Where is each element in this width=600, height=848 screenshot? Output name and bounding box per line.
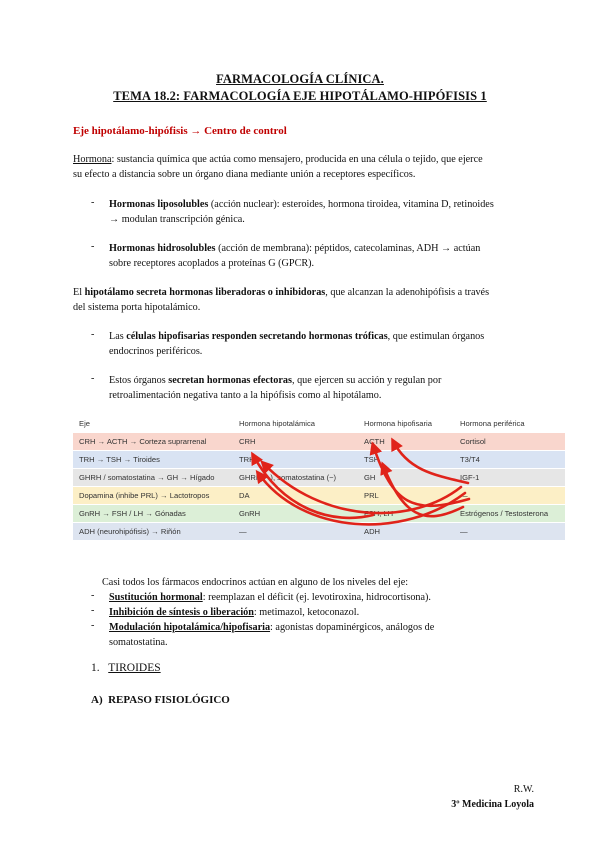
table-cell: T3/T4 — [460, 455, 480, 464]
farmaco-item-sustitucion: Sustitución hormonal: reemplazan el déficit (ej. levotiroxina, hidrocortisona). — [109, 592, 431, 603]
table-cell: — — [460, 527, 468, 536]
table-cell: Cortisol — [460, 437, 486, 446]
table-header: Hormona hipofisaria — [364, 419, 432, 428]
table-cell: GnRH — [239, 509, 261, 518]
bullet-dash: - — [91, 373, 95, 384]
bullet-dash: - — [91, 197, 95, 208]
topic-title: TEMA 18.2: FARMACOLOGÍA EJE HIPOTÁLAMO-HIPÓFISIS 1 — [113, 89, 487, 103]
bullet-dash: - — [91, 329, 95, 340]
table-cell: GHRH / somatostatina → GH → Hígado — [79, 473, 215, 482]
table-cell: CRH — [239, 437, 256, 446]
table-cell: TSH — [364, 455, 380, 464]
table-cell: DA — [239, 491, 250, 500]
table-row — [73, 505, 565, 522]
table-cell: FSH, LH — [364, 509, 394, 518]
tiroides-heading: 1. TIROIDES — [91, 662, 161, 674]
farmacos-intro: Casi todos los fármacos endocrinos actúan en alguno de los niveles del eje: — [102, 577, 409, 588]
bullet-organos-efectores: Estos órganos secretan hormonas efectoras, que ejercen su acción y regulan por retroalimentación negativa tanto a la hipófisis como al hipotálamo. — [109, 375, 442, 401]
repaso-heading: A) REPASO FISIOLÓGICO — [91, 694, 230, 706]
table-row — [73, 451, 565, 468]
table-cell: Estrógenos / Testosterona — [460, 509, 549, 518]
table-header: Eje — [79, 419, 90, 428]
table-cell: ADH — [364, 527, 381, 536]
table-cell: — — [239, 527, 247, 536]
author-initials: R.W. — [513, 784, 534, 795]
table-cell: ACTH — [364, 437, 385, 446]
bullet-hidrosolubles: Hormonas hidrosolubles (acción de membrana): péptidos, catecolaminas, ADH → actúan sobre receptores acoplados a proteínas G (GPCR). — [109, 243, 481, 269]
bullet-dash: - — [91, 241, 95, 252]
table-header-row — [73, 415, 565, 434]
table-row — [73, 433, 565, 450]
author-course: 3º Medicina Loyola — [451, 799, 534, 810]
farmaco-item-modulacion: Modulación hipotalámica/hipofisaria: agonistas dopaminérgicos, análogos de somatostatina. — [109, 622, 435, 648]
course-title: FARMACOLOGÍA CLÍNICA. — [216, 72, 384, 86]
table-row — [73, 523, 565, 540]
table-cell: GH — [364, 473, 376, 482]
bullet-dash: - — [91, 620, 95, 631]
table-cell: CRH → ACTH → Corteza suprarrenal — [79, 437, 207, 446]
table-header: Hormona periférica — [460, 419, 525, 428]
table-cell: Dopamina (inhibe PRL) → Lactotropos — [79, 491, 210, 500]
table-row — [73, 469, 565, 486]
table-cell: — — [460, 491, 468, 500]
table-cell: IGF-1 — [460, 473, 480, 482]
hormona-definition: Hormona: sustancia química que actúa como mensajero, producida en una célula o tejido, que ejerce su efecto a distancia sobre un órgano diana mediante unión a receptores específicos. — [73, 154, 483, 180]
bullet-liposolubles: Hormonas liposolubles (acción nuclear): esteroides, hormona tiroidea, vitamina D, retinoides → modulan transcripción génica. — [109, 199, 494, 225]
table-cell: GHRH (+), somatostatina (−) — [239, 473, 337, 482]
bullet-dash: - — [91, 590, 95, 601]
table-header: Hormona hipotalámica — [239, 419, 315, 428]
table-cell: TRH — [239, 455, 255, 464]
table-cell: GnRH → FSH / LH → Gónadas — [79, 509, 186, 518]
table-cell: TRH → TSH → Tiroides — [79, 455, 160, 464]
hipotalamo-paragraph: El hipotálamo secreta hormonas liberadoras o inhibidoras, que alcanzan la adenohipófisis a través del sistema porta hipotalámico. — [73, 287, 490, 313]
bullet-dash: - — [91, 605, 95, 616]
section-heading: Eje hipotálamo-hipófisis → Centro de control — [73, 125, 287, 137]
bullet-celulas-hipofisarias: Las células hipofisarias responden secretando hormonas tróficas, que estimulan órganos endocrinos periféricos. — [109, 331, 485, 357]
table-cell: PRL — [364, 491, 379, 500]
farmaco-item-inhibicion: Inhibición de síntesis o liberación: metimazol, ketoconazol. — [109, 607, 360, 618]
hormona-term: Hormona — [73, 154, 112, 165]
table-row — [73, 487, 565, 504]
table-cell: ADH (neurohipófisis) → Riñón — [79, 527, 181, 536]
